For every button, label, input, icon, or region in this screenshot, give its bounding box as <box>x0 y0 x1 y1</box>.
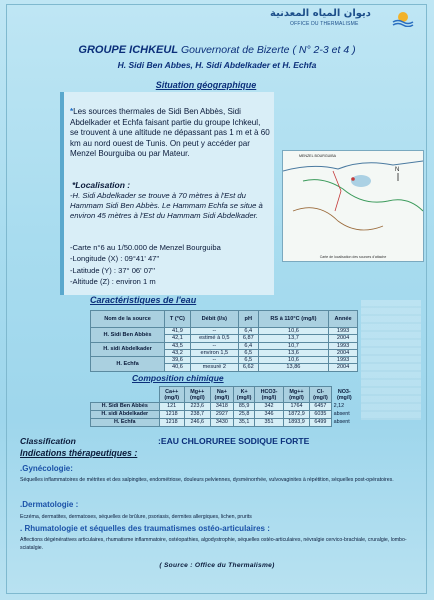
localisation-text: -H. Sidi Abdelkader se trouve à 70 mètres à l'Est du Hammam Sidi Ben Abbès. Le Hammam Echfa se situe à environ 45 mètres à l'Est du Hammam Sidi Abdelkader. <box>70 191 263 221</box>
table-cell: 42,1 <box>165 335 191 342</box>
table-cell: -- <box>190 328 238 335</box>
table-cell: 1993 <box>329 342 358 349</box>
indications-heading: Indications thérapeutiques : <box>20 448 138 458</box>
col-header: T (°C) <box>165 311 191 328</box>
dermatologie-text: Eczéma, dermatites, dermatoses, séquelles de brûlure, psoriasis, dermites allergiques, lichen, prurits <box>20 514 252 520</box>
caracteristiques-heading: Caractéristiques de l'eau <box>90 295 197 305</box>
table-cell: 40,6 <box>165 364 191 371</box>
table-header-row <box>91 311 358 328</box>
table-cell: 25,8 <box>234 411 255 419</box>
table-cell: 223,6 <box>184 403 210 411</box>
table-cell: 6,5 <box>238 357 258 364</box>
table-cell: 2004 <box>329 349 358 356</box>
longitude: -Longitude (X) : 09°41' 47'' <box>70 254 160 264</box>
title-rest: Gouvernorat de Bizerte ( N° 2-3 et 4 ) <box>180 44 356 56</box>
table-row <box>91 357 358 364</box>
source-note: ( Source : Office du Thermalisme) <box>159 562 275 569</box>
table-cell: estimé à 0,5 <box>190 335 238 342</box>
source-name-cell: H. Sidi Ben Abbès <box>91 403 160 411</box>
col-header: Débit (l/s) <box>190 311 238 328</box>
logo-french-text: OFFICE DU THERMALISME <box>290 21 359 27</box>
gynecologie-text: Séquelles inflammatoires de métrites et des salpingites, endométriose, douleurs pelviennes, dysménorrhée, vulvovaginites à répétition, séquelles post-opératoires. <box>20 477 394 483</box>
source-name-cell: H. Sidi Ben Abbès <box>91 328 165 343</box>
location-map <box>282 150 424 262</box>
table-cell: 3430 <box>210 419 233 427</box>
col-header: Nom de la source <box>91 311 165 328</box>
rhumatologie-text: Affections dégénératives articulaires, rhumatisme inflammatoire, ostéopathies, algodystrophie, séquelles ostéo-articulaires, névralgie cervico-brachiale, cruralgie, lombo-sciatalgie. <box>20 537 407 551</box>
empty-corner <box>91 387 160 403</box>
office-logo <box>270 8 420 32</box>
table-cell: 10,7 <box>258 342 328 349</box>
table-cell: -- <box>190 357 238 364</box>
col-header: Na+ (mg/l) <box>210 387 233 403</box>
logo-arabic-text: ديوان المياه المعدنية <box>270 8 371 19</box>
table-cell: 39,6 <box>165 357 191 364</box>
table-cell: 342 <box>255 403 283 411</box>
table-cell: 41,9 <box>165 328 191 335</box>
table-row <box>91 342 358 349</box>
composition-heading: Composition chimique <box>132 373 224 383</box>
col-header: Mg++ (mg/l) <box>283 387 310 403</box>
table-cell: 85,9 <box>234 403 255 411</box>
table-row <box>91 328 358 335</box>
table-cell: 13,6 <box>258 349 328 356</box>
composition-table <box>90 386 358 427</box>
altitude: -Altitude (Z) : environ 1 m <box>70 276 156 286</box>
source-name-cell: H. Echfa <box>91 419 160 427</box>
svg-text:N: N <box>395 167 400 173</box>
table-cell: 1218 <box>159 411 184 419</box>
table-row <box>91 419 358 427</box>
page-title <box>0 44 434 56</box>
table-cell: 6,62 <box>238 364 258 371</box>
table-cell: 2004 <box>329 364 358 371</box>
table-cell: 2927 <box>210 411 233 419</box>
table-cell: 6,5 <box>238 349 258 356</box>
map-city-label: MENZEL BOURGUIBA <box>299 154 337 158</box>
col-header: RS à 110°C (mg/l) <box>258 311 328 328</box>
rhumatologie-heading: . Rhumatologie et séquelles des traumatismes ostéo-articulaires : <box>20 524 270 533</box>
table-cell: 6035 <box>310 411 331 419</box>
localisation-heading: *Localisation : <box>72 180 131 190</box>
col-header: Mg++ (mg/l) <box>184 387 210 403</box>
source-name-cell: H. sidi Abdelkader <box>91 342 165 357</box>
table-cell: absent <box>333 419 350 425</box>
situation-heading: Situation géographique <box>155 80 257 90</box>
table-cell: 1872,9 <box>283 411 310 419</box>
situation-description <box>70 107 270 160</box>
col-header: HCO3- (mg/l) <box>255 387 283 403</box>
classification-value: :EAU CHLORUREE SODIQUE FORTE <box>158 436 310 446</box>
table-cell: 1893,9 <box>283 419 310 427</box>
table-cell: environ 1,5 <box>190 349 238 356</box>
col-header: Ca++ (mg/l) <box>159 387 184 403</box>
table-header-row <box>91 387 358 403</box>
map-drawing <box>283 151 423 251</box>
map-caption: Carte de localisation des sources d'attache <box>319 255 387 259</box>
table-cell: mesuré 2 <box>190 364 238 371</box>
table-cell: absent <box>333 411 350 417</box>
coordinates-list <box>70 242 275 287</box>
table-cell: 346 <box>255 411 283 419</box>
table-cell: 13,86 <box>258 364 328 371</box>
sun-waves-icon <box>392 9 414 27</box>
table-cell: 10,6 <box>258 328 328 335</box>
latitude: -Latitude (Y) : 37° 06' 07'' <box>70 265 156 275</box>
table-cell: 3418 <box>210 403 233 411</box>
table-cell: 2,12 <box>333 403 345 409</box>
table-cell: 238,7 <box>184 411 210 419</box>
table-cell: 13,7 <box>258 335 328 342</box>
table-cell: 1764 <box>283 403 310 411</box>
table-cell: 2004 <box>329 335 358 342</box>
title-main: GROUPE ICHKEUL <box>78 44 179 56</box>
table-cell: 121 <box>159 403 184 411</box>
col-header: Année <box>329 311 358 328</box>
table-cell: 6499 <box>310 419 331 427</box>
table-cell: 10,6 <box>258 357 328 364</box>
bullet-star: * <box>70 107 74 116</box>
table-cell: 1993 <box>329 357 358 364</box>
table-cell: 43,5 <box>165 342 191 349</box>
col-header: Cl- (mg/l) <box>310 387 331 403</box>
classification-label: Classification <box>20 436 76 446</box>
background-building-image <box>361 300 421 420</box>
table-cell: 43,2 <box>165 349 191 356</box>
gynecologie-heading: .Gynécologie: <box>20 464 73 473</box>
table-cell: 351 <box>255 419 283 427</box>
source-name-cell: H. Echfa <box>91 357 165 372</box>
table-cell: 6,4 <box>238 328 258 335</box>
col-header: K+ (mg/l) <box>234 387 255 403</box>
page-subtitle: H. Sidi Ben Abbes, H. Sidi Abdelkader et H. Echfa <box>117 60 317 70</box>
col-header: pH <box>238 311 258 328</box>
table-cell: 1218 <box>159 419 184 427</box>
table-cell: 246,6 <box>184 419 210 427</box>
table-cell: 35,1 <box>234 419 255 427</box>
caracteristiques-table <box>90 310 358 372</box>
table-row <box>91 411 358 419</box>
col-header: NO3- (mg/l) <box>336 388 352 401</box>
source-name-cell: H. sidi Abdelkader <box>91 411 160 419</box>
table-cell: 6457 <box>310 403 331 411</box>
carte-reference: -Carte n°6 au 1/50.000 de Menzel Bourguiba <box>70 243 221 252</box>
table-cell: 6,4 <box>238 342 258 349</box>
table-cell: -- <box>190 342 238 349</box>
dermatologie-heading: .Dermatologie : <box>20 500 79 509</box>
table-cell: 1993 <box>329 328 358 335</box>
table-cell: 6,87 <box>238 335 258 342</box>
situation-description-text: Les sources thermales de Sidi Ben Abbès, Sidi Abdelkader et Echfa faisant partie du groupe Ichkeul, se trouvent à une altitude ne dépassant pas 1 m et à 60 km au nord ouest de Tunis. On peut y accéder par Menzel Bourguiba ou par Mateur. <box>70 107 270 159</box>
table-row <box>91 403 358 411</box>
